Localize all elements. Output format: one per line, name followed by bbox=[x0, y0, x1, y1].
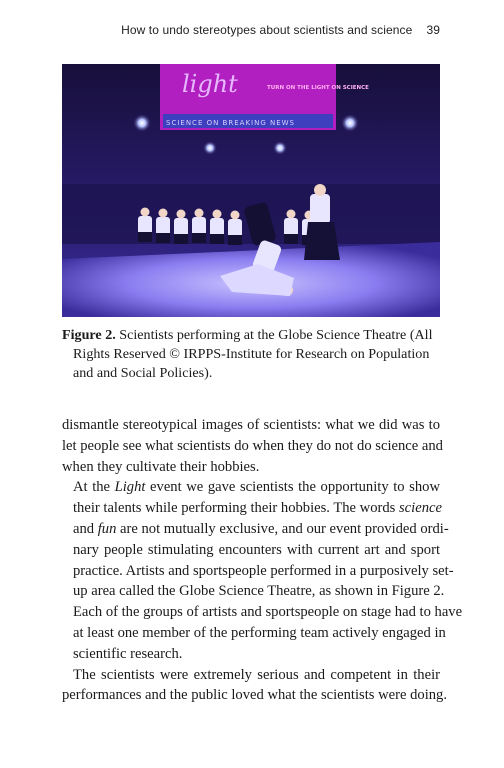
text-line: and fun are not mutually exclusive, and our event provided ordi- bbox=[73, 520, 449, 537]
text-line: dismantle stereotypical images of scientists: what we did was to bbox=[62, 417, 440, 433]
banner-tagline: TURN ON THE LIGHT ON SCIENCE bbox=[267, 85, 369, 91]
text-line: nary people stimulating encounters with current art and sport bbox=[73, 541, 440, 558]
body-text bbox=[62, 415, 463, 706]
figure-photo bbox=[62, 64, 440, 317]
paragraph-1 bbox=[62, 415, 443, 477]
text-line: at least one member of the performing team actively engaged in bbox=[73, 624, 446, 641]
text-line: The scientists were extremely serious and competent in their bbox=[73, 666, 440, 683]
paragraph-2 bbox=[62, 477, 463, 664]
text-line: performances and the public loved what the scientists were doing. bbox=[62, 687, 447, 704]
banner-logo: light bbox=[182, 70, 238, 98]
text-line: scientific research. bbox=[73, 645, 183, 662]
spotlight bbox=[203, 141, 217, 155]
spotlight bbox=[273, 141, 287, 155]
text-line: let people see what scientists do when they do not do science and bbox=[62, 437, 443, 454]
stage-photo-illustration bbox=[62, 64, 440, 317]
page-number: 39 bbox=[426, 23, 440, 37]
paragraph-3 bbox=[62, 665, 447, 707]
spotlight bbox=[133, 114, 151, 132]
running-head bbox=[62, 23, 440, 37]
text-line: when they cultivate their hobbies. bbox=[62, 458, 260, 475]
text-line: practice. Artists and sportspeople performed in a purposively set- bbox=[73, 562, 454, 579]
text-line: At the Light event we gave scientists the opportunity to show bbox=[73, 479, 440, 496]
caption-text: Scientists performing at the Globe Science Theatre (All Rights Reserved © IRPPS-Institute for Research on Population and and Social Policies). bbox=[73, 327, 433, 381]
text-line: their talents while performing their hobbies. The words science bbox=[73, 500, 442, 517]
banner-bottom-text: SCIENCE ON BREAKING NEWS bbox=[166, 119, 296, 127]
spotlight bbox=[341, 114, 359, 132]
caption-label: Figure 2. bbox=[62, 327, 116, 343]
text-line: up area called the Globe Science Theatre, as shown in Figure 2. bbox=[73, 583, 445, 600]
figure-caption bbox=[62, 326, 440, 383]
running-title: How to undo stereotypes about scientists and science bbox=[121, 23, 413, 37]
text-line: Each of the groups of artists and sportspeople on stage had to have bbox=[73, 604, 463, 621]
